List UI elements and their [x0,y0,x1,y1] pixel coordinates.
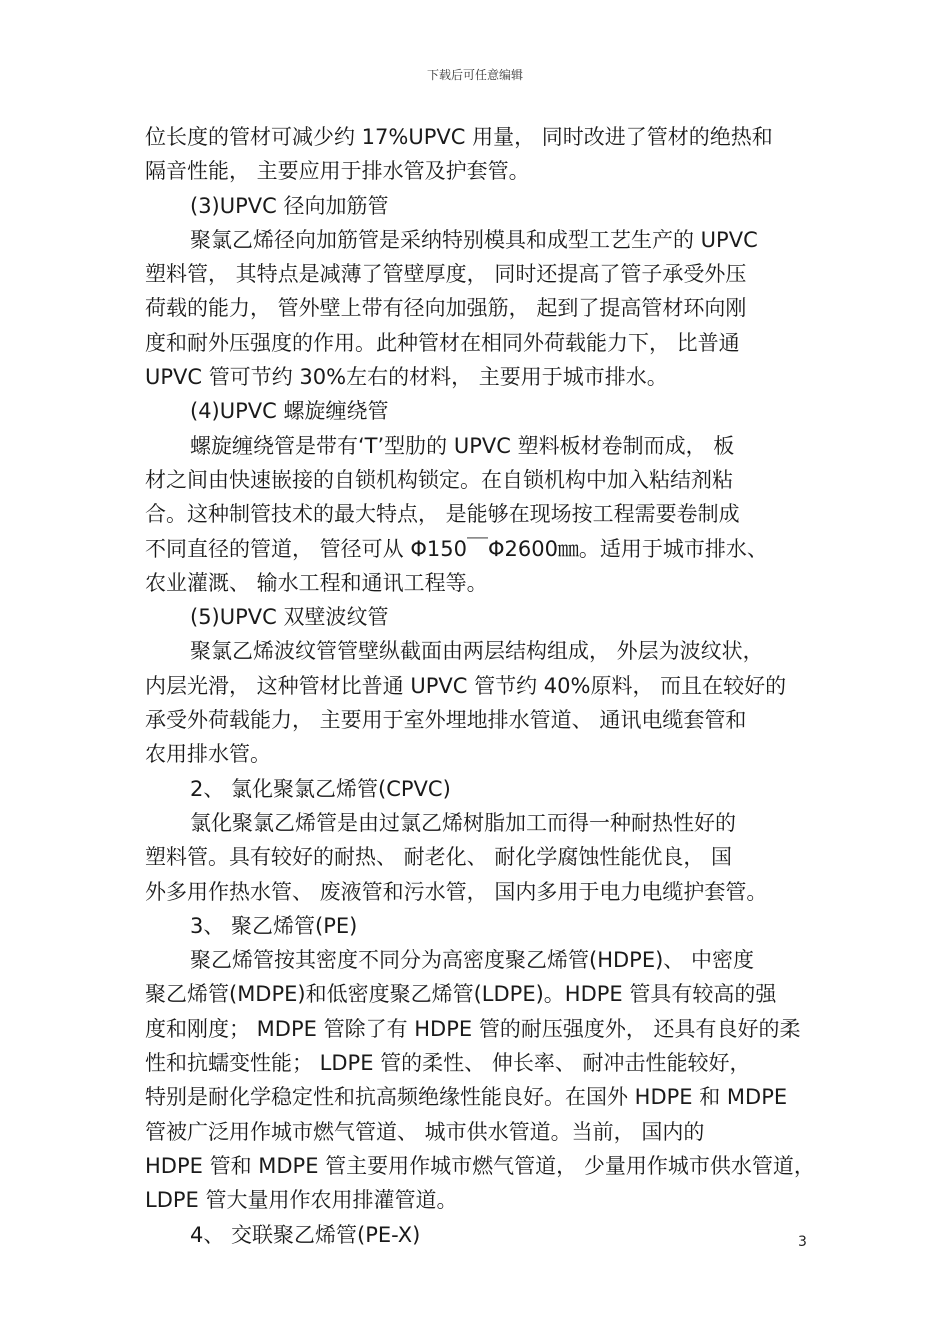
paragraph-first-line: 聚氯乙烯波纹管管壁纵截面由两层结构组成， 外层为波纹状， [190,639,764,664]
text-line: 合。这种制管技术的最大特点， 是能够在现场按工程需要卷制成 [145,502,740,527]
page-header: 下载后可任意编辑 [426,68,523,82]
section-heading: 4、 交联聚乙烯管(PE-X) [190,1222,421,1247]
text-line: 塑料管。具有较好的耐热、 耐老化、 耐化学腐蚀性能优良， 国 [145,845,733,870]
text-line: 度和耐外压强度的作用。此种管材在相同外荷载能力下， 比普通 [145,330,740,355]
page-number: 3 [798,1234,807,1250]
paragraph-first-line: 聚乙烯管按其密度不同分为高密度聚乙烯管(HDPE)、 中密度 [190,948,754,973]
text-line: 管被广泛用作城市燃气管道、 城市供水管道。当前， 国内的 [145,1119,705,1144]
paragraph-first-line: 氯化聚氯乙烯管是由过氯乙烯树脂加工而得一种耐热性好的 [190,810,736,835]
section-heading: 2、 氯化聚氯乙烯管(CPVC) [190,776,451,801]
subsection-heading: (5)UPVC 双壁波纹管 [190,605,389,630]
text-line: 特别是耐化学稳定性和抗高频绝缘性能良好。在国外 HDPE 和 MDPE [145,1085,788,1110]
document-body [145,120,817,1252]
subsection-heading: (4)UPVC 螺旋缠绕管 [190,399,389,424]
text-line: LDPE 管大量用作农用排灌管道。 [145,1188,458,1213]
text-line: UPVC 管可节约 30%左右的材料， 主要用于城市排水。 [145,365,668,390]
paragraph-first-line: 聚氯乙烯径向加筋管是采纳特别模具和成型工艺生产的 UPVC [190,227,758,252]
text-line: HDPE 管和 MDPE 管主要用作城市燃气管道， 少量用作城市供水管道， [145,1153,815,1178]
text-line: 隔音性能， 主要应用于排水管及护套管。 [145,159,530,184]
text-line: 内层光滑， 这种管材比普通 UPVC 管节约 40%原料， 而且在较好的 [145,673,787,698]
text-line: 聚乙烯管(MDPE)和低密度聚乙烯管(LDPE)。HDPE 管具有较高的强 [145,982,777,1007]
section-heading: 3、 聚乙烯管(PE) [190,913,358,938]
subsection-heading: (3)UPVC 径向加筋管 [190,193,389,218]
text-line: 度和刚度； MDPE 管除了有 HDPE 管的耐压强度外， 还具有良好的柔 [145,1016,801,1041]
text-line: 性和抗蠕变性能； LDPE 管的柔性、 伸长率、 耐冲击性能较好， [145,1051,751,1076]
text-line: 材之间由快速嵌接的自锁机构锁定。在自锁机构中加入粘结剂粘 [145,467,733,492]
text-line: 荷载的能力， 管外壁上带有径向加强筋， 起到了提高管材环向刚 [145,296,747,321]
paragraph-first-line: 螺旋缠绕管是带有‘T’型肋的 UPVC 塑料板材卷制而成， 板 [190,433,735,458]
text-line: 承受外荷载能力， 主要用于室外埋地排水管道、 通讯电缆套管和 [145,708,747,733]
text-line: 位长度的管材可减少约 17%UPVC 用量， 同时改进了管材的绝热和 [145,125,773,149]
text-line: 塑料管， 其特点是减薄了管壁厚度， 同时还提高了管子承受外压 [145,262,747,287]
text-line: 不同直径的管道， 管径可从 Φ150￣Φ2600㎜。适用于城市排水、 [145,536,768,561]
text-line: 外多用作热水管、 废液管和污水管， 国内多用于电力电缆护套管。 [145,879,768,904]
text-line: 农业灌溉、 输水工程和通讯工程等。 [145,570,488,595]
text-line: 农用排水管。 [145,742,271,767]
